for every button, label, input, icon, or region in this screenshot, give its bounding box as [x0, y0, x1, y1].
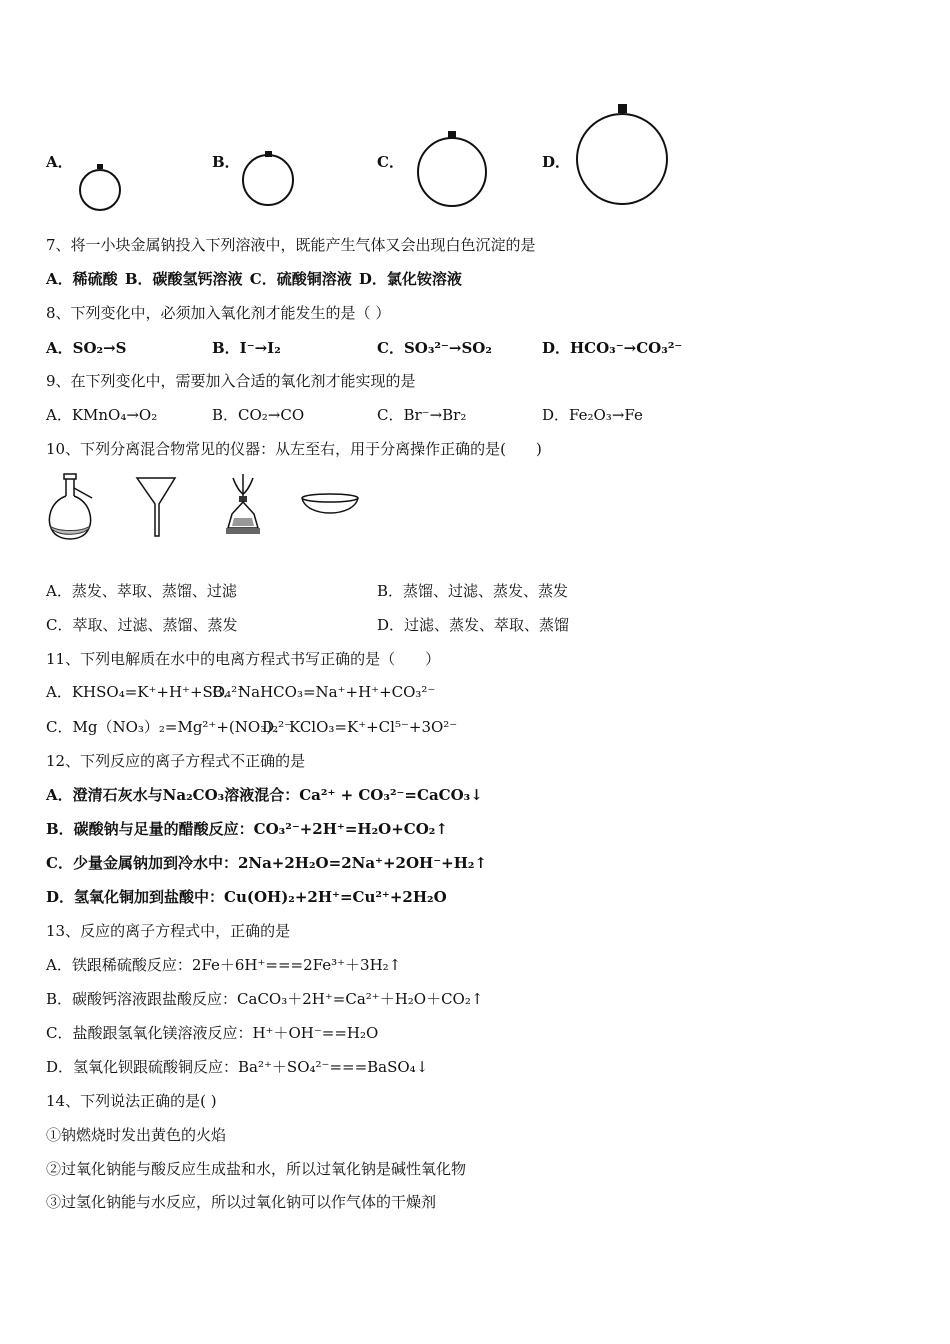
q6-option-d: D．: [542, 153, 571, 171]
distillation-flask-icon: [44, 472, 100, 546]
evaporating-dish-icon: [298, 492, 362, 524]
separatory-funnel-icon: [218, 472, 268, 542]
q8-option-d: D．HCO₃⁻→CO₃²⁻: [542, 339, 683, 357]
balloon-b-icon: [240, 148, 300, 210]
q9-option-c: C．Br⁻→Br₂: [377, 406, 467, 424]
q8-option-b: B．I⁻→I₂: [212, 339, 281, 357]
q14-statement-3: ③过氢化钠能与水反应，所以过氧化钠可以作气体的干燥剂: [46, 1193, 437, 1211]
q13-option-d: D．氢氧化钡跟硫酸铜反应：Ba²⁺＋SO₄²⁻===BaSO₄↓: [46, 1058, 429, 1076]
q11-stem: 11、下列电解质在水中的电离方程式书写正确的是（ ）: [46, 650, 441, 668]
q14-statement-2: ②过氧化钠能与酸反应生成盐和水，所以过氧化钠是碱性氧化物: [46, 1160, 467, 1178]
q10-option-b: B．蒸馏、过滤、蒸发、蒸发: [377, 582, 569, 600]
funnel-icon: [135, 474, 179, 540]
q11-option-a: A．KHSO₄=K⁺+H⁺+SO₄²⁻: [46, 683, 246, 701]
q12-stem: 12、下列反应的离子方程式不正确的是: [46, 752, 306, 770]
q12-option-c: C．少量金属钠加到冷水中：2Na+2H₂O=2Na⁺+2OH⁻+H₂↑: [46, 854, 488, 872]
q7-stem: 7、将一小块金属钠投入下列溶液中，既能产生气体又会出现白色沉淀的是: [46, 236, 536, 254]
q14-stem: 14、下列说法正确的是( ): [46, 1092, 217, 1110]
q8-stem: 8、下列变化中，必须加入氧化剂才能发生的是（ ）: [46, 304, 391, 322]
q10-option-a: A．蒸发、萃取、蒸馏、过滤: [46, 582, 237, 600]
q13-option-c: C．盐酸跟氢氧化镁溶液反应：H⁺＋OH⁻==H₂O: [46, 1024, 379, 1042]
q12-option-d: D．氢氧化铜加到盐酸中：Cu(OH)₂+2H⁺=Cu²⁺+2H₂O: [46, 888, 447, 906]
q12-option-b: B．碳酸钠与足量的醋酸反应：CO₃²⁻+2H⁺=H₂O+CO₂↑: [46, 820, 448, 838]
q9-option-d: D．Fe₂O₃→Fe: [542, 406, 643, 424]
balloon-c-icon: [414, 128, 492, 212]
q8-option-c: C．SO₃²⁻→SO₂: [377, 339, 492, 357]
q10-option-d: D．过滤、蒸发、萃取、蒸馏: [377, 616, 570, 634]
q11-option-b: B．NaHCO₃=Na⁺+H⁺+CO₃²⁻: [212, 683, 436, 701]
q9-stem: 9、在下列变化中，需要加入合适的氧化剂才能实现的是: [46, 372, 416, 390]
q7-options: A．稀硫酸 B．碳酸氢钙溶液 C．硫酸铜溶液 D．氯化铵溶液: [46, 270, 462, 288]
q13-option-b: B．碳酸钙溶液跟盐酸反应：CaCO₃＋2H⁺=Ca²⁺＋H₂O＋CO₂↑: [46, 990, 484, 1008]
q6-option-a: A．: [46, 153, 73, 171]
q13-stem: 13、反应的离子方程式中，正确的是: [46, 922, 291, 940]
balloon-d-icon: [573, 102, 673, 208]
q6-option-c: C．: [377, 153, 404, 171]
balloon-a-icon: [76, 160, 126, 215]
q10-stem: 10、下列分离混合物常见的仪器：从左至右，用于分离操作正确的是( ): [46, 440, 542, 458]
q11-option-c: C．Mg（NO₃）₂=Mg²⁺+(NO₃)₂²⁻: [46, 718, 292, 736]
q11-option-d: D．KClO₃=K⁺+Cl⁵⁻+3O²⁻: [262, 718, 458, 736]
q14-statement-1: ①钠燃烧时发出黄色的火焰: [46, 1126, 227, 1144]
q8-option-a: A．SO₂→S: [46, 339, 127, 357]
q9-option-a: A．KMnO₄→O₂: [46, 406, 158, 424]
q10-option-c: C．萃取、过滤、蒸馏、蒸发: [46, 616, 238, 634]
q13-option-a: A．铁跟稀硫酸反应：2Fe＋6H⁺===2Fe³⁺＋3H₂↑: [46, 956, 402, 974]
q12-option-a: A．澄清石灰水与Na₂CO₃溶液混合：Ca²⁺ + CO₃²⁻=CaCO₃↓: [46, 786, 483, 804]
q6-option-b: B．: [212, 153, 240, 171]
q9-option-b: B．CO₂→CO: [212, 406, 305, 424]
